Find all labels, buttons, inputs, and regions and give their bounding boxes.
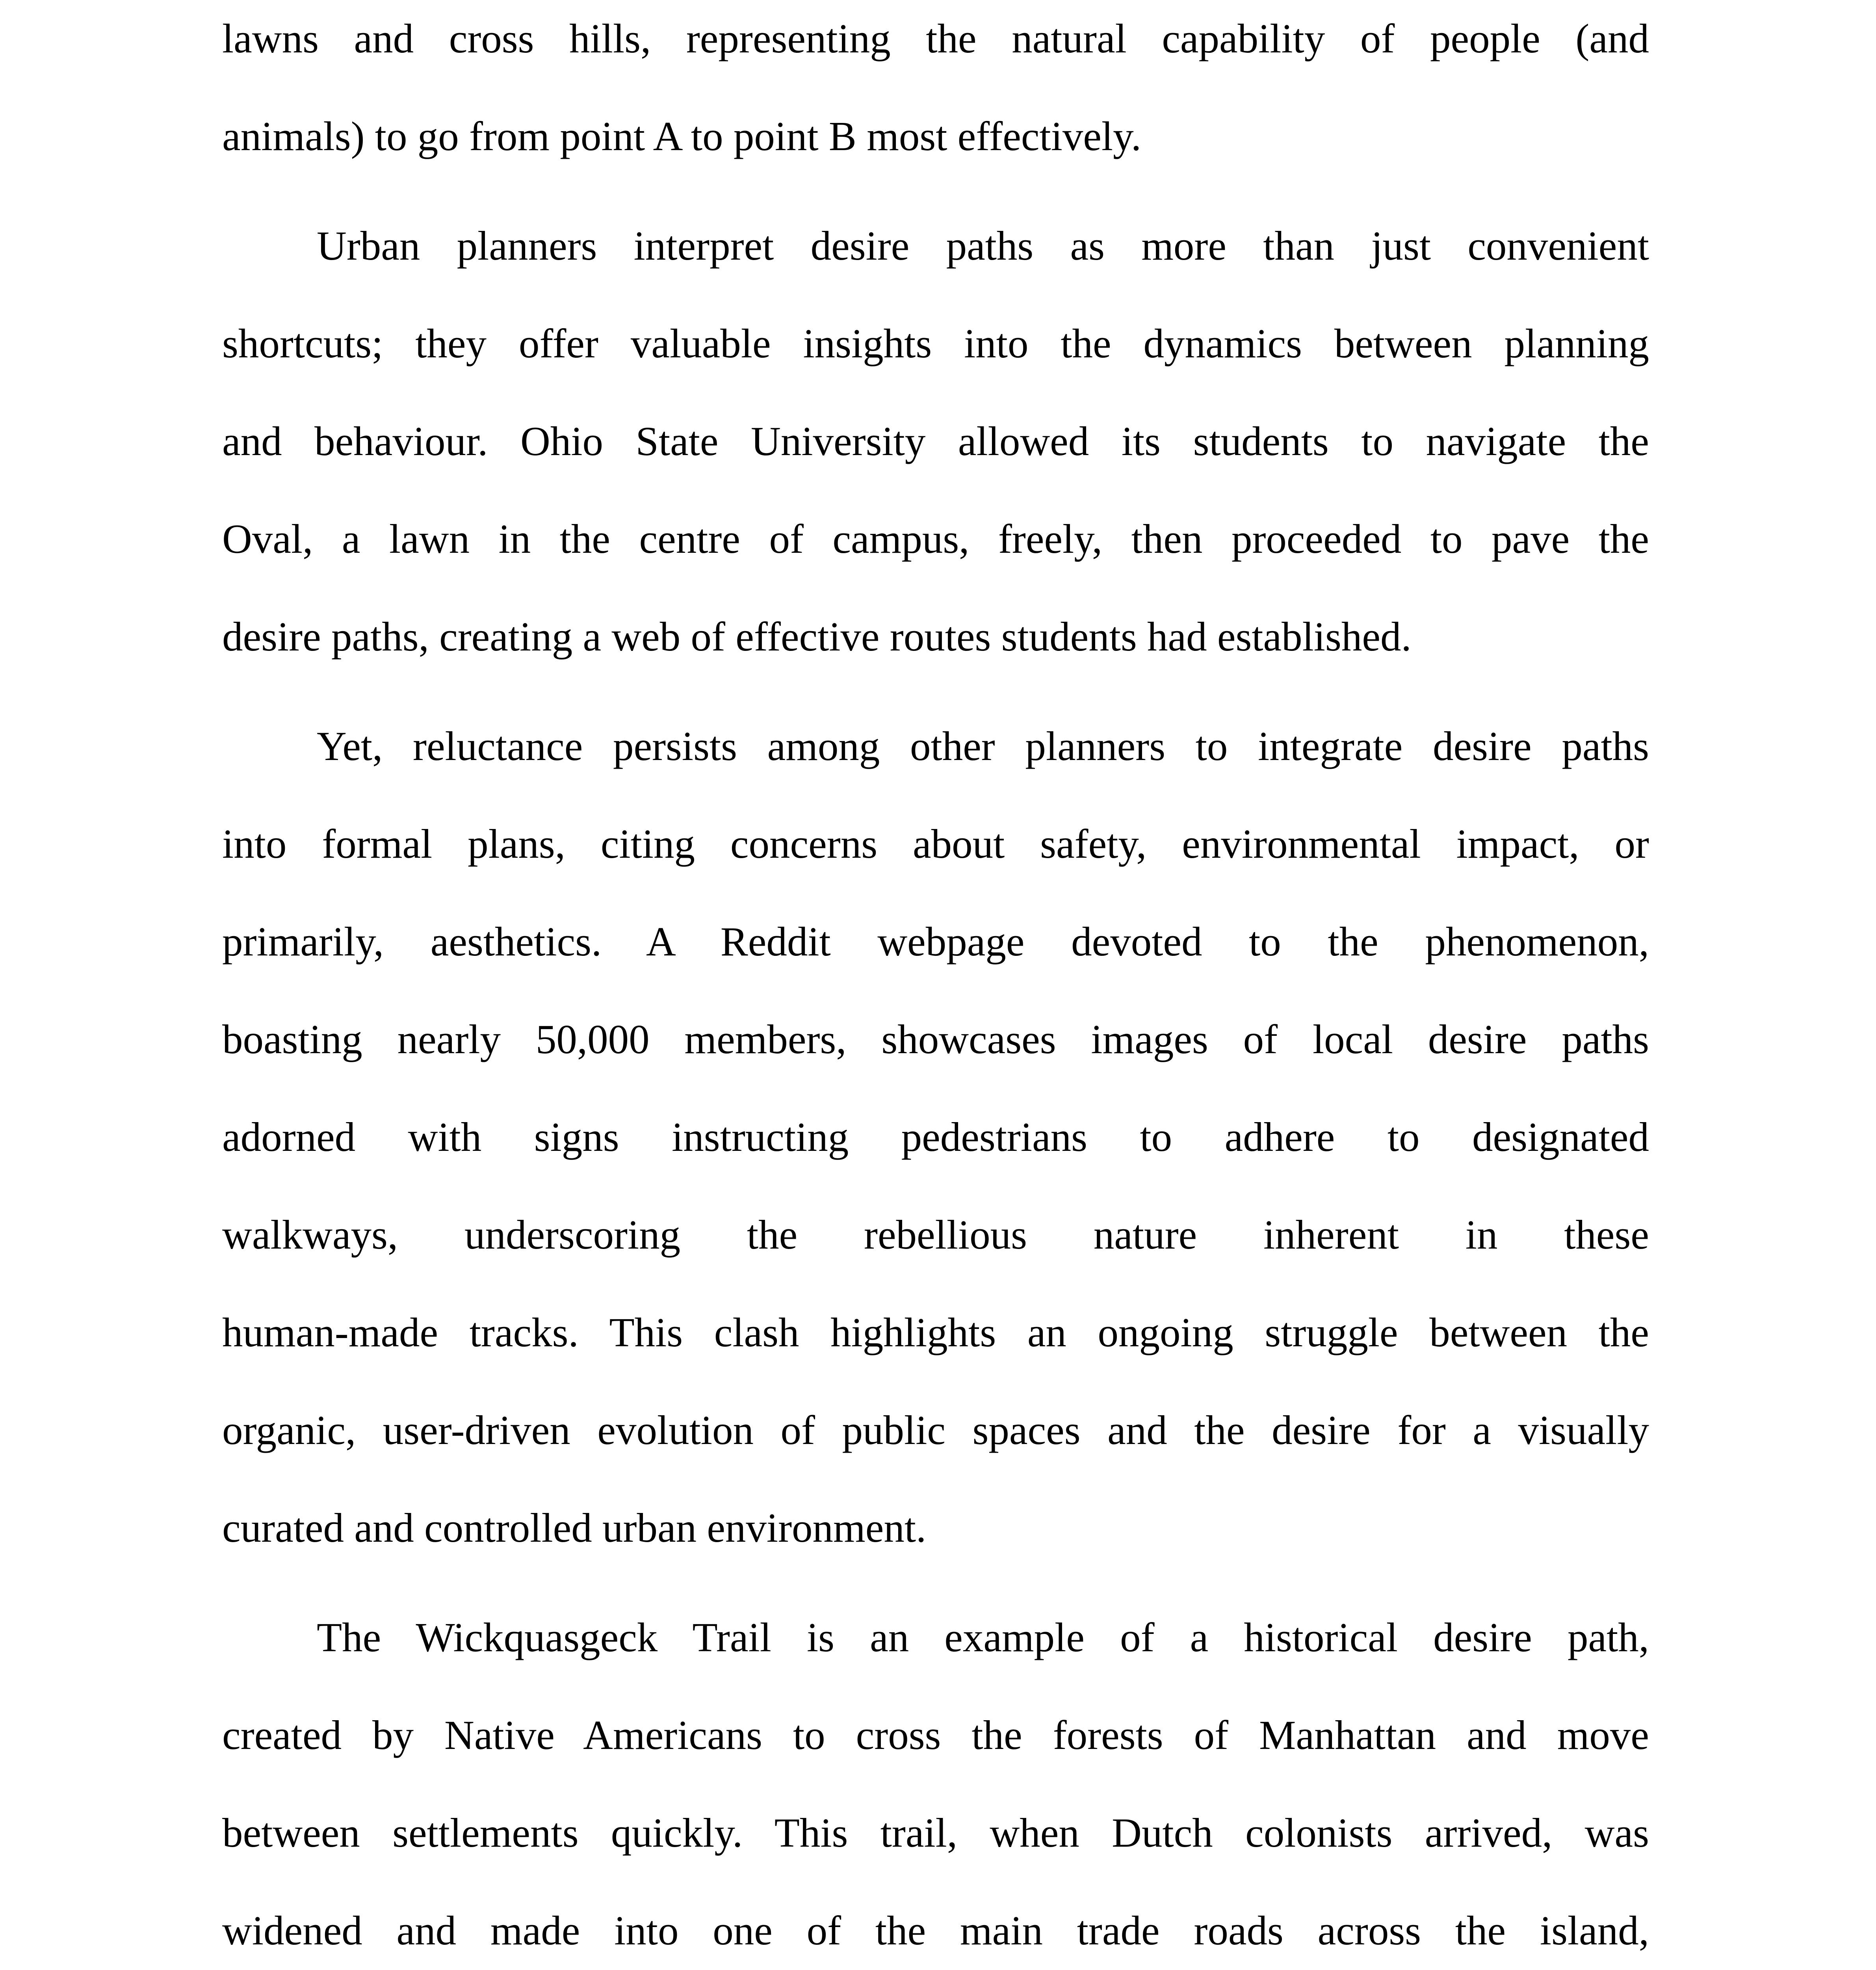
text-line: animals) to go from point A to point B most effectively. [222,113,1142,159]
text-line: Oval, a lawn in the centre of campus, freely, then proceeded to pave the [222,516,1649,562]
text-line: Yet, reluctance persists among other planners to integrate desire paths [317,723,1649,769]
text-line: adorned with signs instructing pedestrians to adhere to designated [222,1114,1649,1160]
text-line: desire paths, creating a web of effective routes students had established. [222,613,1412,660]
text-line: organic, user-driven evolution of public spaces and the desire for a visually [222,1407,1649,1453]
text-line: widened and made into one of the main trade roads across the island, [222,1907,1649,1953]
text-line: primarily, aesthetics. A Reddit webpage devoted to the phenomenon, [222,918,1649,965]
text-line: into formal plans, citing concerns about safety, environmental impact, or [222,821,1649,867]
text-line: created by Native Americans to cross the forests of Manhattan and move [222,1712,1649,1758]
text-line: walkways, underscoring the rebellious nature inherent in these [222,1212,1649,1258]
text-line: curated and controlled urban environment. [222,1505,927,1551]
text-line: lawns and cross hills, representing the natural capability of people (and [222,15,1649,61]
text-line: human-made tracks. This clash highlights an ongoing struggle between the [222,1309,1649,1355]
text-line: boasting nearly 50,000 members, showcases images of local desire paths [222,1016,1649,1062]
text-line: between settlements quickly. This trail, when Dutch colonists arrived, was [222,1810,1649,1856]
text-line: Urban planners interpret desire paths as more than just convenient [317,223,1649,269]
text-line: and behaviour. Ohio State University allowed its students to navigate the [222,418,1649,464]
text-line: shortcuts; they offer valuable insights into the dynamics between planning [222,320,1649,366]
text-line: The Wickquasgeck Trail is an example of a historical desire path, [317,1614,1649,1660]
